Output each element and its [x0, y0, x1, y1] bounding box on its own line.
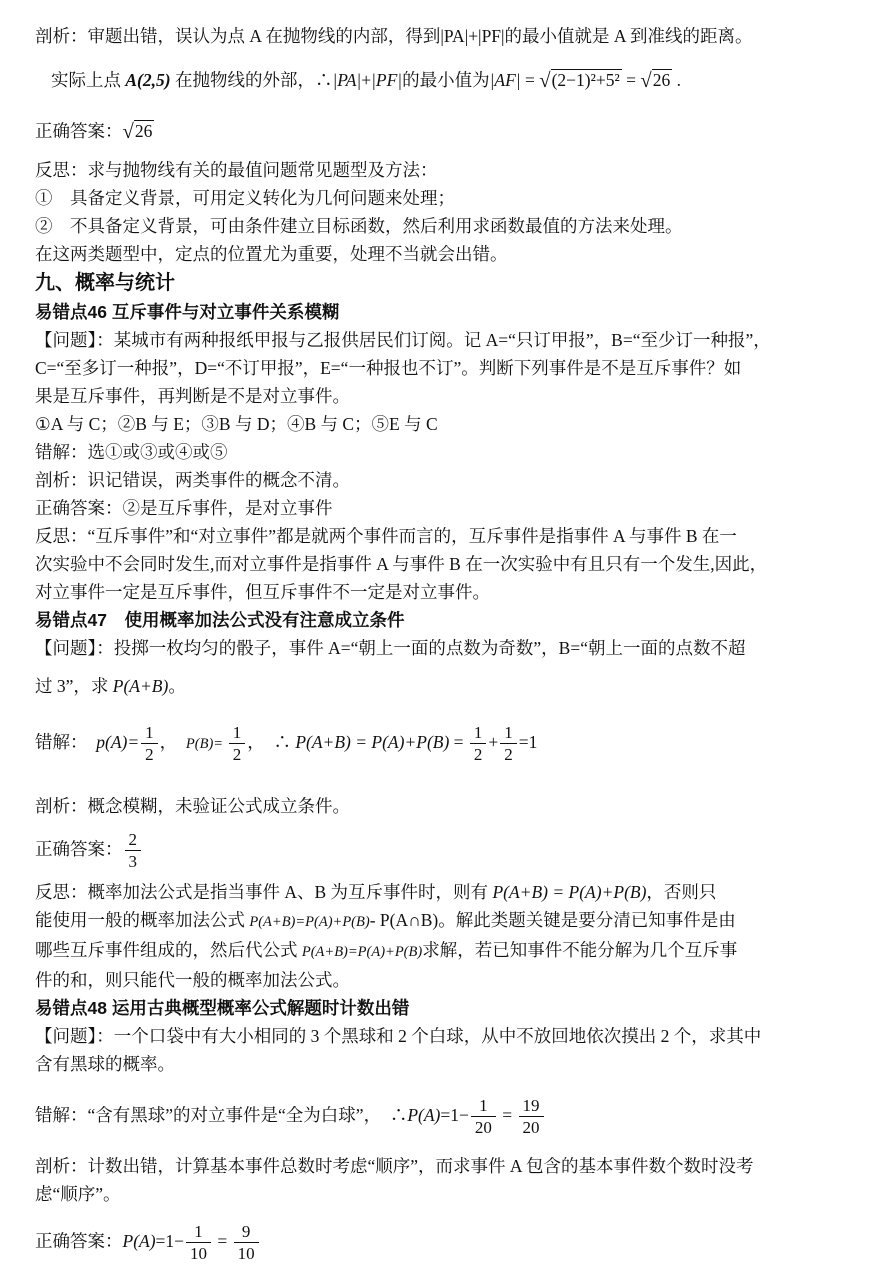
text-run: 【问题】：某城市有两种报纸甲报与乙报供居民们订阅。记 A=“只订甲报”，B=“至少订一种报”， [35, 330, 771, 350]
text-run: =1 [518, 732, 538, 752]
text-run: P(A+B)=P(A)+P(B) [249, 914, 370, 930]
fraction-denominator: 3 [128, 852, 137, 872]
problem-46-line-1 [35, 326, 848, 354]
document-body [35, 22, 848, 1270]
analysis-47 [35, 792, 848, 820]
error-point-47-heading [35, 606, 848, 634]
correct-answer-47-formula [35, 820, 848, 878]
fraction-denominator: 10 [237, 1244, 255, 1264]
problem-47-line-1 [35, 634, 848, 662]
text-run: P(A+B)=P(A)+P(B) [301, 944, 423, 960]
reflection-parabola-3 [35, 212, 848, 240]
text-run: 含有黑球的概率。 [35, 1054, 175, 1074]
text-run: 的最小值为 [402, 70, 490, 90]
text-run: 易错点48 运用古典概型概率公式解题时计数出错 [35, 998, 410, 1018]
text-run: 的最小值就是 A 到准线的距离。 [504, 26, 753, 46]
fraction [469, 1096, 498, 1138]
fraction-numerator: 1 [141, 723, 158, 745]
error-point-46-heading [35, 298, 848, 326]
text-run: ， [247, 732, 274, 752]
problem-46-line-3 [35, 382, 848, 410]
text-run: 易错点47 使用概率加法公式没有注意成立条件 [35, 610, 405, 630]
fraction [468, 723, 489, 765]
radicand: 26 [652, 70, 671, 90]
reflection-parabola-4 [35, 240, 848, 268]
reflection-47-line-2 [35, 906, 848, 936]
text-run: A(2,5) [125, 70, 171, 90]
text-run: = [520, 70, 540, 90]
text-run: P(A+B) = P(A)+P(B) [492, 882, 647, 902]
wrong-answer-48-formula [35, 1086, 848, 1144]
fraction-numerator: 1 [186, 1222, 211, 1244]
text-run: P(A) [122, 1231, 156, 1251]
text-run: |PA| [332, 70, 362, 90]
correction-parabola-line [35, 66, 848, 95]
analysis-46 [35, 466, 848, 494]
text-run: + [361, 70, 372, 90]
text-run: - P(A∩B) [369, 910, 439, 930]
reflection-parabola-1 [35, 156, 848, 184]
radical [539, 70, 621, 90]
text-run: 能使用一般的概率加法公式 [35, 910, 250, 930]
radical-sign-icon: √ [539, 70, 551, 92]
fraction-numerator: 19 [519, 1096, 544, 1118]
text-run: 。解此类题关键是要分清已知事件是由 [438, 910, 736, 930]
fraction [184, 1222, 213, 1264]
text-run: 【问题】：一个口袋中有大小相同的 3 个黑球和 2 个白球，从中不放回地依次摸出 2 个，求其中 [35, 1026, 762, 1046]
analysis-48-line-2 [35, 1180, 848, 1208]
text-run: ∴ [389, 1105, 408, 1125]
fraction [227, 723, 248, 765]
fraction [232, 1222, 261, 1264]
text-run: p(A)= [96, 732, 140, 752]
wrong-answer-46 [35, 438, 848, 466]
correct-answer-parabola [35, 117, 848, 146]
fraction-numerator: 1 [500, 723, 517, 745]
radical [123, 121, 155, 141]
reflection-46-line-1 [35, 522, 848, 550]
reflection-47-line-1 [35, 878, 848, 906]
text-run: 错解：选①或③或④或⑤ [35, 442, 228, 462]
text-run: 【问题】：投掷一枚均匀的骰子，事件 A=“朝上一面的点数为奇数”，B=“朝上一面的点数不超 [35, 638, 746, 658]
fraction-denominator: 20 [522, 1118, 540, 1138]
text-run: 反思：“互斥事件”和“对立事件”都是就两个事件而言的，互斥事件是指事件 A 与事件 B 在一 [35, 526, 737, 546]
text-run: = [621, 70, 641, 90]
correct-answer-46 [35, 494, 848, 522]
text-run: ① 具备定义背景，可用定义转化为几何问题来处理； [35, 188, 455, 208]
radical-sign-icon: √ [122, 121, 134, 143]
text-run: 九、概率与统计 [35, 272, 175, 294]
text-run: 正确答案： [35, 121, 123, 141]
problem-46-options [35, 410, 848, 438]
fraction-denominator: 2 [145, 745, 154, 765]
text-run: 易错点46 互斥事件与对立事件关系模糊 [35, 302, 340, 322]
text-run: P(A) [407, 1105, 441, 1125]
fraction-numerator: 2 [125, 830, 142, 852]
text-run: 虑“顺序”。 [35, 1184, 121, 1204]
text-run: 对立事件一定是互斥事件，但互斥事件不一定是对立事件。 [35, 582, 490, 602]
wrong-answer-47-formula [35, 710, 848, 776]
fraction-numerator: 1 [470, 723, 487, 745]
problem-47-line-2 [35, 672, 848, 700]
radicand: (2−1)²+5² [551, 70, 620, 90]
text-run: 剖析：识记错误，两类事件的概念不清。 [35, 470, 350, 490]
text-run: 次实验中不会同时发生,而对立事件是指事件 A 与事件 B 在一次实验中有且只有一个发生,因此， [35, 554, 768, 574]
text-run: 过 3”，求 [35, 676, 113, 696]
reflection-46-line-2 [35, 550, 848, 578]
problem-46-line-2 [35, 354, 848, 382]
fraction [123, 830, 144, 872]
text-run: P(A+B) = P(A)+P(B) [295, 732, 450, 752]
text-run: 实际上点 [51, 70, 126, 90]
radical-sign-icon: √ [640, 70, 652, 92]
text-run: ② 不具备定义背景，可由条件建立目标函数，然后利用求函数最值的方法来处理。 [35, 216, 683, 236]
text-run: 剖析：审题出错，误认为点 A 在抛物线的内部，得到 [35, 26, 441, 46]
text-run: 错解： [35, 732, 97, 752]
fraction [517, 1096, 546, 1138]
text-run: |PA|+|PF| [440, 26, 505, 46]
analysis-48-line-1 [35, 1152, 848, 1180]
problem-48-line-2 [35, 1050, 848, 1078]
fraction-numerator: 1 [471, 1096, 496, 1118]
text-run: 。 [168, 676, 186, 696]
text-run: ∴ [273, 732, 296, 752]
text-run: 反思：概率加法公式是指当事件 A、B 为互斥事件时，则有 [35, 882, 493, 902]
reflection-47-line-4 [35, 966, 848, 994]
text-run: 在抛物线的外部， [170, 70, 315, 90]
fraction-denominator: 20 [474, 1118, 492, 1138]
text-run: |AF| [489, 70, 521, 90]
text-run: ①A 与 C；②B 与 E；③B 与 D；④B 与 C；⑤E 与 C [35, 414, 438, 434]
text-run: |PF| [371, 70, 403, 90]
text-run: 件的和，则只能代一般的概率加法公式。 [35, 970, 350, 990]
text-run: C=“至多订一种报”，D=“不订甲报”，E=“一种报也不订”。判断下列事件是不是互斥事件？如 [35, 358, 742, 378]
text-run: = [449, 732, 468, 752]
fraction-denominator: 2 [504, 745, 513, 765]
text-run: . [672, 70, 681, 90]
problem-48-line-1 [35, 1022, 848, 1050]
text-run: ， [159, 732, 186, 752]
fraction-denominator: 2 [232, 745, 242, 765]
text-run: 剖析：概念模糊，未验证公式成立条件。 [35, 796, 350, 816]
text-run: = [213, 1231, 232, 1251]
reflection-46-line-3 [35, 578, 848, 606]
text-run: = [497, 1105, 517, 1125]
fraction-denominator: 2 [473, 745, 483, 765]
reflection-parabola-2 [35, 184, 848, 212]
text-run: 正确答案： [35, 839, 123, 859]
text-run: 错解：“含有黑球”的对立事件是“全为白球”， [35, 1105, 390, 1125]
text-run: 反思：求与抛物线有关的最值问题常见题型及方法： [35, 160, 438, 180]
text-run: + [488, 732, 499, 752]
correct-answer-48-formula [35, 1212, 848, 1270]
text-run: 剖析：计数出错，计算基本事件总数时考虑“顺序”，而求事件 A 包含的基本事件数个数时没考 [35, 1156, 754, 1176]
text-run: ∴ [314, 70, 333, 90]
fraction-denominator: 10 [190, 1244, 208, 1264]
text-run: 正确答案：②是互斥事件，是对立事件 [35, 498, 333, 518]
text-run: ，否则只 [646, 882, 717, 902]
reflection-47-line-3 [35, 936, 848, 966]
text-run: P(B)= [185, 736, 227, 752]
fraction-numerator: 1 [229, 723, 246, 745]
text-run: =1− [155, 1231, 185, 1251]
text-run: P(A+B) [112, 676, 169, 696]
fraction [139, 723, 160, 765]
radical [640, 70, 672, 90]
radicand: 26 [134, 121, 153, 141]
text-run: =1− [440, 1105, 469, 1125]
error-point-48-heading [35, 994, 848, 1022]
text-run: 求解，若已知事件不能分解为几个互斥事 [422, 940, 738, 960]
text-run: 哪些互斥事件组成的，然后代公式 [35, 940, 302, 960]
text-run: 正确答案： [35, 1231, 123, 1251]
fraction [498, 723, 519, 765]
analysis-parabola-line [35, 22, 848, 50]
section-heading-probability [35, 268, 848, 298]
fraction-numerator: 9 [234, 1222, 259, 1244]
text-run: 果是互斥事件，再判断是不是对立事件。 [35, 386, 350, 406]
text-run: 在这两类题型中，定点的位置尤为重要，处理不当就会出错。 [35, 244, 508, 264]
